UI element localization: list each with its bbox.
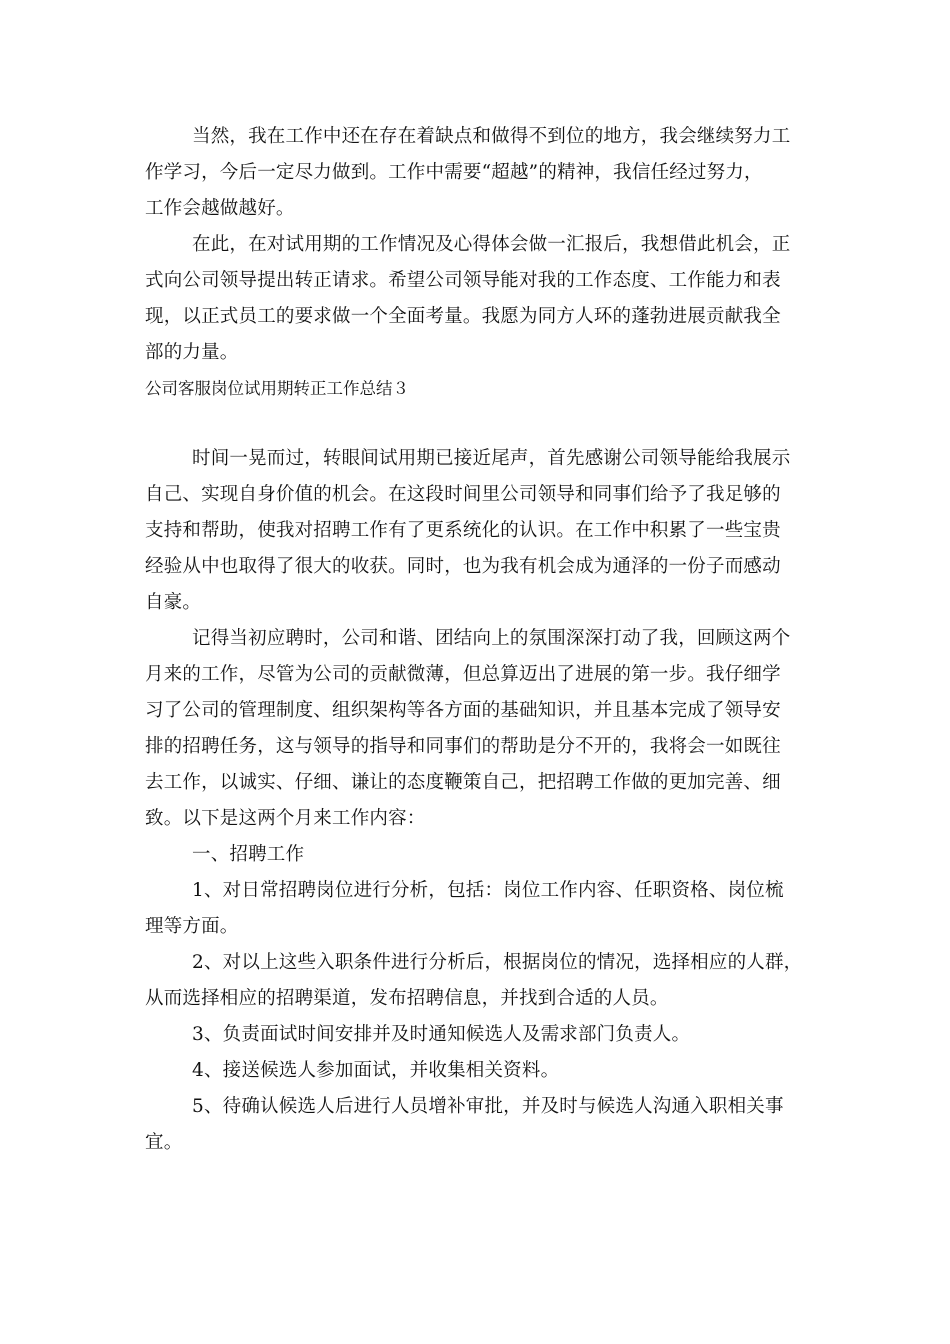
text-line: 工作会越做越好。 <box>145 198 295 219</box>
list-item-5 <box>145 1089 810 1161</box>
subheading-recruitment: 一、招聘工作 <box>192 844 305 865</box>
text-line: 作学习，今后一定尽力做到。工作中需要“超越”的精神，我信任经过努力， <box>145 162 763 183</box>
text-line: 月来的工作，尽管为公司的贡献微薄，但总算迈出了进展的第一步。我仔细学 <box>145 664 781 685</box>
text-line: 在此，在对试用期的工作情况及心得体会做一汇报后，我想借此机会，正 <box>192 234 791 255</box>
text-line: 式向公司领导提出转正请求。希望公司领导能对我的工作态度、工作能力和表 <box>145 270 781 291</box>
text-line: 经验从中也取得了很大的收获。同时，也为我有机会成为通泽的一份子而感动 <box>145 556 781 577</box>
list-item-3: 3、负责面试时间安排并及时通知候选人及需求部门负责人。 <box>192 1024 691 1045</box>
text-line: 时间一晃而过，转眼间试用期已接近尾声，首先感谢公司领导能给我展示 <box>192 448 791 469</box>
document-page <box>145 119 810 1161</box>
text-line: 致。以下是这两个月来工作内容： <box>145 808 426 829</box>
text-line: 理等方面。 <box>145 916 239 937</box>
text-line: 5、待确认候选人后进行人员增补审批，并及时与候选人沟通入职相关事 <box>192 1096 784 1117</box>
paragraph-request-regularization <box>145 227 810 371</box>
text-line: 当然，我在工作中还在存在着缺点和做得不到位的地方，我会继续努力工 <box>192 126 791 147</box>
paragraph-continue-effort <box>145 119 810 227</box>
text-line: 从而选择相应的招聘渠道，发布招聘信息，并找到合适的人员。 <box>145 988 669 1009</box>
text-line: 支持和帮助，使我对招聘工作有了更系统化的认识。在工作中积累了一些宝贵 <box>145 520 781 541</box>
text-line: 部的力量。 <box>145 342 239 363</box>
text-line: 宜。 <box>145 1132 183 1153</box>
list-item-4: 4、接送候选人参加面试，并收集相关资料。 <box>192 1060 560 1081</box>
list-item-2 <box>145 945 810 1017</box>
text-line: 1、对日常招聘岗位进行分析，包括：岗位工作内容、任职资格、岗位梳 <box>192 880 784 901</box>
text-line: 现，以正式员工的要求做一个全面考量。我愿为同方人环的蓬勃进展贡献我全 <box>145 306 781 327</box>
paragraph-intro <box>145 441 810 621</box>
paragraph-recall <box>145 621 810 837</box>
list-item-1 <box>145 873 810 945</box>
text-line: 2、对以上这些入职条件进行分析后，根据岗位的情况，选择相应的人群， <box>192 952 803 973</box>
text-line: 排的招聘任务，这与领导的指导和同事们的帮助是分不开的，我将会一如既往 <box>145 736 781 757</box>
section-heading: 公司客服岗位试用期转正工作总结３ <box>145 379 409 398</box>
text-line: 习了公司的管理制度、组织架构等各方面的基础知识，并且基本完成了领导安 <box>145 700 781 721</box>
text-line: 自己、实现自身价值的机会。在这段时间里公司领导和同事们给予了我足够的 <box>145 484 781 505</box>
spacer <box>145 407 810 441</box>
text-line: 记得当初应聘时，公司和谐、团结向上的氛围深深打动了我，回顾这两个 <box>192 628 791 649</box>
text-line: 去工作，以诚实、仔细、谦让的态度鞭策自己，把招聘工作做的更加完善、细 <box>145 772 781 793</box>
text-line: 自豪。 <box>145 592 202 613</box>
